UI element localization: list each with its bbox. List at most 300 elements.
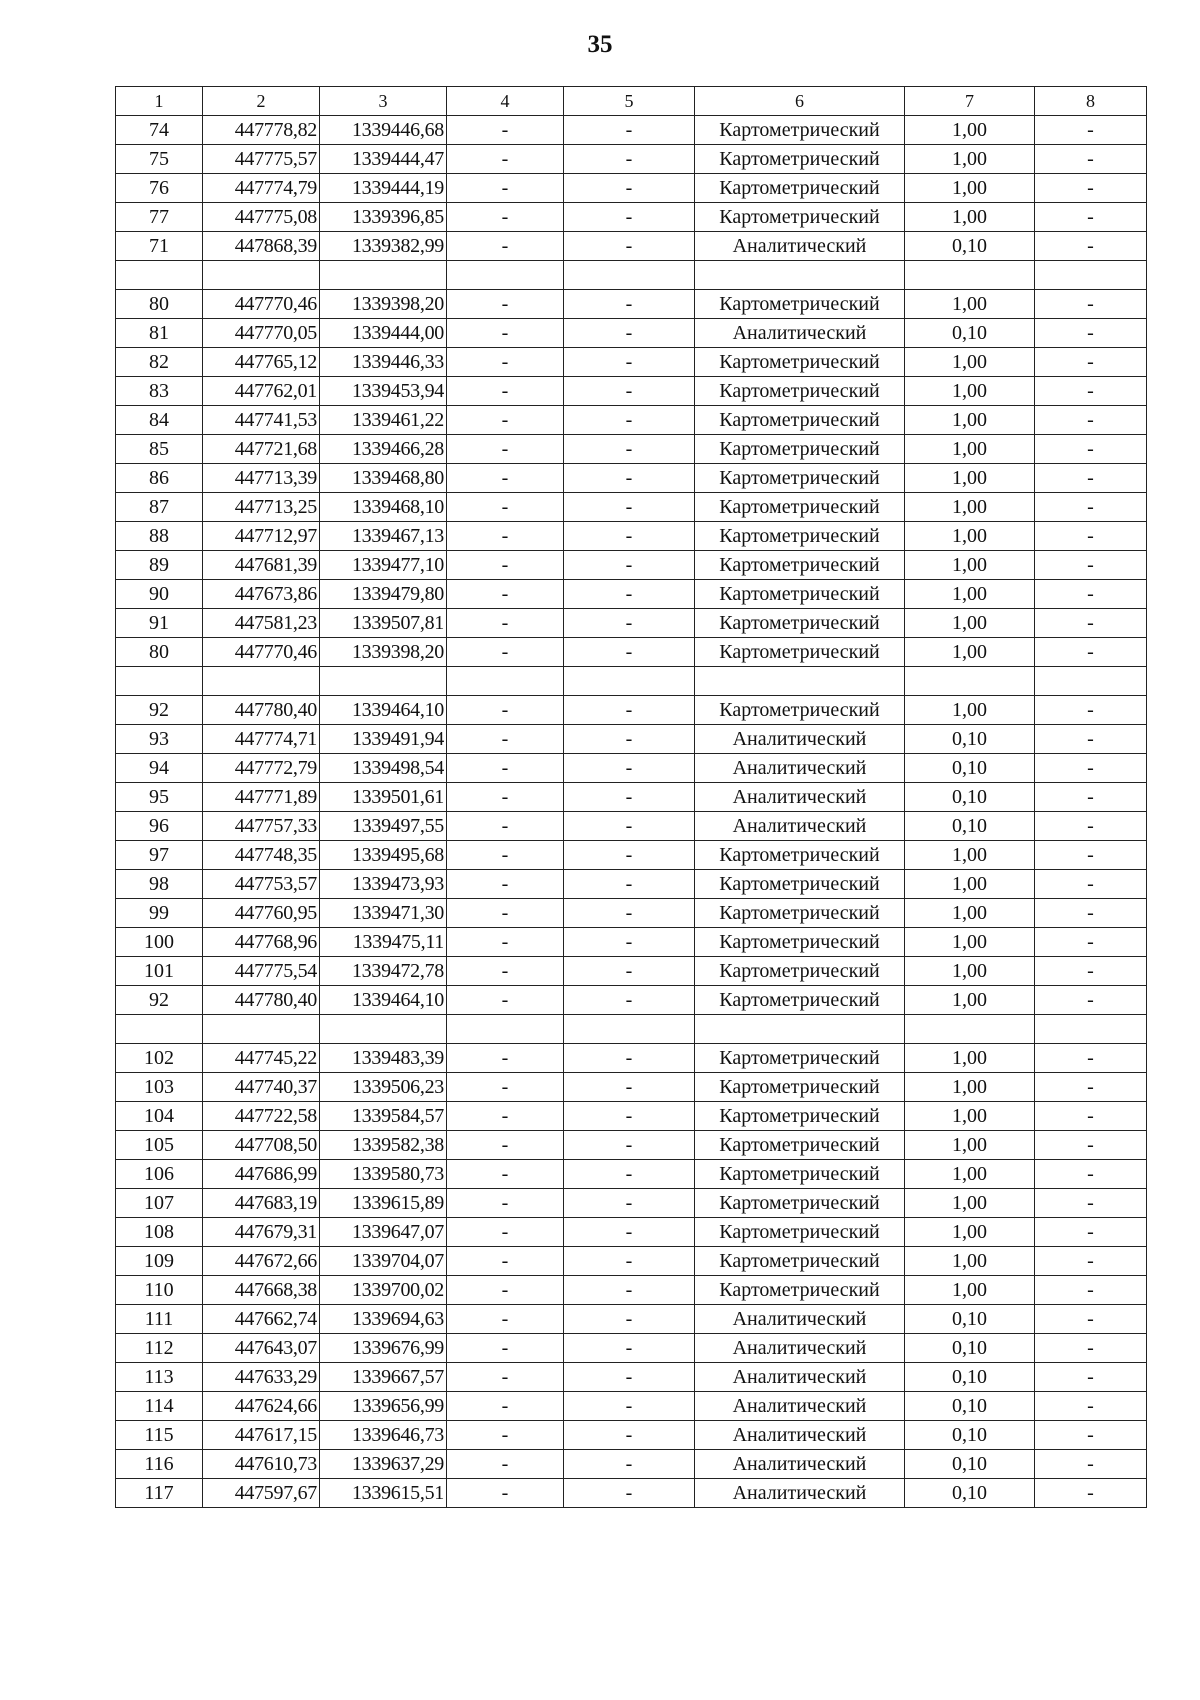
accuracy-cell: 0,10 bbox=[905, 1363, 1035, 1392]
column-5-cell: - bbox=[564, 696, 695, 725]
column-4-cell: - bbox=[447, 1073, 564, 1102]
accuracy-cell: 1,00 bbox=[905, 1189, 1035, 1218]
column-5-cell: - bbox=[564, 145, 695, 174]
accuracy-cell: 1,00 bbox=[905, 1131, 1035, 1160]
column-8-cell: - bbox=[1035, 725, 1147, 754]
column-5-cell: - bbox=[564, 1102, 695, 1131]
table-row bbox=[116, 290, 1147, 319]
x-coordinate-cell: 447868,39 bbox=[203, 232, 320, 261]
column-4-cell: - bbox=[447, 609, 564, 638]
column-8-cell: - bbox=[1035, 957, 1147, 986]
y-coordinate-cell: 1339637,29 bbox=[320, 1450, 447, 1479]
column-8-cell: - bbox=[1035, 1102, 1147, 1131]
method-cell: Картометрический bbox=[695, 870, 905, 899]
column-5-cell bbox=[564, 667, 695, 696]
method-cell: Аналитический bbox=[695, 812, 905, 841]
point-number-cell: 80 bbox=[116, 290, 203, 319]
column-4-cell: - bbox=[447, 203, 564, 232]
x-coordinate-cell: 447662,74 bbox=[203, 1305, 320, 1334]
table-row bbox=[116, 1044, 1147, 1073]
x-coordinate-cell: 447740,37 bbox=[203, 1073, 320, 1102]
x-coordinate-cell: 447770,46 bbox=[203, 638, 320, 667]
point-number-cell: 88 bbox=[116, 522, 203, 551]
accuracy-cell: 0,10 bbox=[905, 319, 1035, 348]
column-4-cell: - bbox=[447, 1392, 564, 1421]
column-5-cell: - bbox=[564, 754, 695, 783]
accuracy-cell: 1,00 bbox=[905, 957, 1035, 986]
table-row bbox=[116, 841, 1147, 870]
table-row bbox=[116, 986, 1147, 1015]
method-cell: Аналитический bbox=[695, 1421, 905, 1450]
column-8-cell: - bbox=[1035, 783, 1147, 812]
page-number: 35 bbox=[587, 31, 613, 58]
method-cell: Картометрический bbox=[695, 841, 905, 870]
accuracy-cell: 1,00 bbox=[905, 899, 1035, 928]
y-coordinate-cell: 1339382,99 bbox=[320, 232, 447, 261]
table-row bbox=[116, 1392, 1147, 1421]
x-coordinate-cell: 447686,99 bbox=[203, 1160, 320, 1189]
table-header-row bbox=[116, 87, 1147, 116]
accuracy-cell: 1,00 bbox=[905, 174, 1035, 203]
accuracy-cell: 0,10 bbox=[905, 812, 1035, 841]
column-header: 7 bbox=[905, 87, 1035, 116]
x-coordinate-cell: 447765,12 bbox=[203, 348, 320, 377]
method-cell: Картометрический bbox=[695, 464, 905, 493]
column-4-cell: - bbox=[447, 725, 564, 754]
column-8-cell: - bbox=[1035, 609, 1147, 638]
x-coordinate-cell: 447760,95 bbox=[203, 899, 320, 928]
y-coordinate-cell: 1339497,55 bbox=[320, 812, 447, 841]
accuracy-cell: 0,10 bbox=[905, 783, 1035, 812]
point-number-cell: 96 bbox=[116, 812, 203, 841]
column-8-cell bbox=[1035, 261, 1147, 290]
x-coordinate-cell: 447770,05 bbox=[203, 319, 320, 348]
column-4-cell: - bbox=[447, 638, 564, 667]
table-row bbox=[116, 1131, 1147, 1160]
column-8-cell: - bbox=[1035, 754, 1147, 783]
point-number-cell: 117 bbox=[116, 1479, 203, 1508]
point-number-cell: 86 bbox=[116, 464, 203, 493]
column-4-cell: - bbox=[447, 1044, 564, 1073]
column-8-cell: - bbox=[1035, 870, 1147, 899]
column-8-cell: - bbox=[1035, 638, 1147, 667]
table-row bbox=[116, 1450, 1147, 1479]
column-4-cell: - bbox=[447, 928, 564, 957]
table-row bbox=[116, 174, 1147, 203]
column-8-cell: - bbox=[1035, 928, 1147, 957]
coordinates-table bbox=[115, 86, 1147, 1508]
column-4-cell: - bbox=[447, 290, 564, 319]
accuracy-cell: 1,00 bbox=[905, 1102, 1035, 1131]
column-4-cell: - bbox=[447, 580, 564, 609]
x-coordinate-cell: 447721,68 bbox=[203, 435, 320, 464]
table-row bbox=[116, 1363, 1147, 1392]
y-coordinate-cell bbox=[320, 667, 447, 696]
column-header: 4 bbox=[447, 87, 564, 116]
y-coordinate-cell: 1339467,13 bbox=[320, 522, 447, 551]
accuracy-cell bbox=[905, 261, 1035, 290]
y-coordinate-cell: 1339398,20 bbox=[320, 638, 447, 667]
x-coordinate-cell bbox=[203, 667, 320, 696]
y-coordinate-cell: 1339498,54 bbox=[320, 754, 447, 783]
method-cell: Аналитический bbox=[695, 1479, 905, 1508]
point-number-cell: 75 bbox=[116, 145, 203, 174]
accuracy-cell: 1,00 bbox=[905, 377, 1035, 406]
x-coordinate-cell: 447770,46 bbox=[203, 290, 320, 319]
point-number-cell: 81 bbox=[116, 319, 203, 348]
y-coordinate-cell: 1339477,10 bbox=[320, 551, 447, 580]
column-8-cell: - bbox=[1035, 1479, 1147, 1508]
column-4-cell: - bbox=[447, 957, 564, 986]
x-coordinate-cell: 447617,15 bbox=[203, 1421, 320, 1450]
y-coordinate-cell bbox=[320, 1015, 447, 1044]
point-number-cell: 74 bbox=[116, 116, 203, 145]
column-4-cell: - bbox=[447, 1131, 564, 1160]
column-5-cell: - bbox=[564, 319, 695, 348]
table-row bbox=[116, 406, 1147, 435]
column-5-cell: - bbox=[564, 1189, 695, 1218]
table-row bbox=[116, 870, 1147, 899]
point-number-cell: 77 bbox=[116, 203, 203, 232]
method-cell: Картометрический bbox=[695, 406, 905, 435]
point-number-cell: 99 bbox=[116, 899, 203, 928]
column-header: 2 bbox=[203, 87, 320, 116]
x-coordinate-cell bbox=[203, 1015, 320, 1044]
column-5-cell: - bbox=[564, 812, 695, 841]
method-cell bbox=[695, 261, 905, 290]
accuracy-cell: 1,00 bbox=[905, 551, 1035, 580]
column-4-cell: - bbox=[447, 1102, 564, 1131]
point-number-cell: 91 bbox=[116, 609, 203, 638]
column-header: 1 bbox=[116, 87, 203, 116]
method-cell: Картометрический bbox=[695, 435, 905, 464]
x-coordinate-cell: 447775,08 bbox=[203, 203, 320, 232]
y-coordinate-cell: 1339582,38 bbox=[320, 1131, 447, 1160]
method-cell: Аналитический bbox=[695, 725, 905, 754]
point-number-cell: 105 bbox=[116, 1131, 203, 1160]
x-coordinate-cell: 447672,66 bbox=[203, 1247, 320, 1276]
point-number-cell: 82 bbox=[116, 348, 203, 377]
column-4-cell: - bbox=[447, 754, 564, 783]
column-8-cell: - bbox=[1035, 899, 1147, 928]
y-coordinate-cell: 1339646,73 bbox=[320, 1421, 447, 1450]
table-row bbox=[116, 522, 1147, 551]
column-8-cell: - bbox=[1035, 1218, 1147, 1247]
column-8-cell: - bbox=[1035, 580, 1147, 609]
method-cell: Аналитический bbox=[695, 1392, 905, 1421]
accuracy-cell: 1,00 bbox=[905, 435, 1035, 464]
separator-row bbox=[116, 261, 1147, 290]
column-5-cell bbox=[564, 261, 695, 290]
column-header: 8 bbox=[1035, 87, 1147, 116]
method-cell: Картометрический bbox=[695, 899, 905, 928]
x-coordinate-cell: 447741,53 bbox=[203, 406, 320, 435]
column-5-cell: - bbox=[564, 870, 695, 899]
table-row bbox=[116, 609, 1147, 638]
table-row bbox=[116, 1479, 1147, 1508]
x-coordinate-cell: 447772,79 bbox=[203, 754, 320, 783]
column-5-cell: - bbox=[564, 551, 695, 580]
table-row bbox=[116, 725, 1147, 754]
column-8-cell: - bbox=[1035, 203, 1147, 232]
x-coordinate-cell: 447713,39 bbox=[203, 464, 320, 493]
point-number-cell: 84 bbox=[116, 406, 203, 435]
column-8-cell: - bbox=[1035, 406, 1147, 435]
column-4-cell: - bbox=[447, 986, 564, 1015]
separator-row bbox=[116, 1015, 1147, 1044]
method-cell: Аналитический bbox=[695, 754, 905, 783]
y-coordinate-cell: 1339472,78 bbox=[320, 957, 447, 986]
x-coordinate-cell: 447775,54 bbox=[203, 957, 320, 986]
method-cell: Аналитический bbox=[695, 783, 905, 812]
x-coordinate-cell: 447774,79 bbox=[203, 174, 320, 203]
point-number-cell: 97 bbox=[116, 841, 203, 870]
x-coordinate-cell: 447757,33 bbox=[203, 812, 320, 841]
x-coordinate-cell: 447708,50 bbox=[203, 1131, 320, 1160]
column-4-cell: - bbox=[447, 1421, 564, 1450]
point-number-cell: 90 bbox=[116, 580, 203, 609]
y-coordinate-cell: 1339676,99 bbox=[320, 1334, 447, 1363]
method-cell: Картометрический bbox=[695, 1276, 905, 1305]
column-5-cell: - bbox=[564, 928, 695, 957]
column-4-cell: - bbox=[447, 696, 564, 725]
column-5-cell: - bbox=[564, 986, 695, 1015]
table-row bbox=[116, 928, 1147, 957]
y-coordinate-cell: 1339700,02 bbox=[320, 1276, 447, 1305]
column-5-cell: - bbox=[564, 203, 695, 232]
column-8-cell: - bbox=[1035, 319, 1147, 348]
table-row bbox=[116, 1102, 1147, 1131]
table-row bbox=[116, 783, 1147, 812]
method-cell bbox=[695, 1015, 905, 1044]
table-row bbox=[116, 551, 1147, 580]
x-coordinate-cell: 447643,07 bbox=[203, 1334, 320, 1363]
column-8-cell: - bbox=[1035, 986, 1147, 1015]
column-4-cell: - bbox=[447, 1305, 564, 1334]
column-5-cell: - bbox=[564, 522, 695, 551]
y-coordinate-cell: 1339704,07 bbox=[320, 1247, 447, 1276]
column-5-cell: - bbox=[564, 580, 695, 609]
column-4-cell: - bbox=[447, 377, 564, 406]
column-4-cell: - bbox=[447, 551, 564, 580]
column-5-cell: - bbox=[564, 1450, 695, 1479]
column-5-cell: - bbox=[564, 725, 695, 754]
column-4-cell: - bbox=[447, 319, 564, 348]
table-row bbox=[116, 899, 1147, 928]
accuracy-cell: 1,00 bbox=[905, 580, 1035, 609]
accuracy-cell: 1,00 bbox=[905, 1073, 1035, 1102]
table-row bbox=[116, 493, 1147, 522]
column-8-cell: - bbox=[1035, 1450, 1147, 1479]
y-coordinate-cell: 1339656,99 bbox=[320, 1392, 447, 1421]
y-coordinate-cell: 1339506,23 bbox=[320, 1073, 447, 1102]
method-cell: Аналитический bbox=[695, 1363, 905, 1392]
column-4-cell: - bbox=[447, 435, 564, 464]
column-header: 3 bbox=[320, 87, 447, 116]
y-coordinate-cell: 1339398,20 bbox=[320, 290, 447, 319]
column-5-cell: - bbox=[564, 841, 695, 870]
x-coordinate-cell: 447712,97 bbox=[203, 522, 320, 551]
column-5-cell: - bbox=[564, 1276, 695, 1305]
method-cell: Картометрический bbox=[695, 145, 905, 174]
column-8-cell: - bbox=[1035, 377, 1147, 406]
accuracy-cell: 1,00 bbox=[905, 928, 1035, 957]
column-4-cell: - bbox=[447, 232, 564, 261]
point-number-cell: 98 bbox=[116, 870, 203, 899]
y-coordinate-cell: 1339468,10 bbox=[320, 493, 447, 522]
x-coordinate-cell: 447780,40 bbox=[203, 696, 320, 725]
separator-row bbox=[116, 667, 1147, 696]
point-number-cell: 116 bbox=[116, 1450, 203, 1479]
table-row bbox=[116, 754, 1147, 783]
y-coordinate-cell: 1339396,85 bbox=[320, 203, 447, 232]
point-number-cell: 107 bbox=[116, 1189, 203, 1218]
table-row bbox=[116, 1218, 1147, 1247]
column-5-cell: - bbox=[564, 435, 695, 464]
method-cell: Картометрический bbox=[695, 986, 905, 1015]
table-row bbox=[116, 580, 1147, 609]
method-cell: Картометрический bbox=[695, 928, 905, 957]
column-5-cell: - bbox=[564, 783, 695, 812]
x-coordinate-cell: 447775,57 bbox=[203, 145, 320, 174]
y-coordinate-cell: 1339446,33 bbox=[320, 348, 447, 377]
point-number-cell: 87 bbox=[116, 493, 203, 522]
column-5-cell: - bbox=[564, 1305, 695, 1334]
column-8-cell: - bbox=[1035, 1363, 1147, 1392]
column-8-cell: - bbox=[1035, 290, 1147, 319]
column-4-cell: - bbox=[447, 841, 564, 870]
x-coordinate-cell: 447771,89 bbox=[203, 783, 320, 812]
point-number-cell: 113 bbox=[116, 1363, 203, 1392]
method-cell: Картометрический bbox=[695, 1247, 905, 1276]
column-8-cell bbox=[1035, 1015, 1147, 1044]
y-coordinate-cell: 1339667,57 bbox=[320, 1363, 447, 1392]
column-4-cell bbox=[447, 261, 564, 290]
column-5-cell: - bbox=[564, 1218, 695, 1247]
column-8-cell: - bbox=[1035, 1073, 1147, 1102]
method-cell: Картометрический bbox=[695, 522, 905, 551]
y-coordinate-cell: 1339464,10 bbox=[320, 986, 447, 1015]
accuracy-cell: 1,00 bbox=[905, 1044, 1035, 1073]
accuracy-cell: 0,10 bbox=[905, 725, 1035, 754]
x-coordinate-cell: 447778,82 bbox=[203, 116, 320, 145]
accuracy-cell: 1,00 bbox=[905, 841, 1035, 870]
table-row bbox=[116, 232, 1147, 261]
column-8-cell: - bbox=[1035, 696, 1147, 725]
column-5-cell: - bbox=[564, 957, 695, 986]
method-cell: Картометрический bbox=[695, 1044, 905, 1073]
point-number-cell: 89 bbox=[116, 551, 203, 580]
column-5-cell: - bbox=[564, 638, 695, 667]
x-coordinate-cell: 447780,40 bbox=[203, 986, 320, 1015]
point-number-cell: 115 bbox=[116, 1421, 203, 1450]
method-cell: Картометрический bbox=[695, 116, 905, 145]
method-cell: Картометрический bbox=[695, 493, 905, 522]
accuracy-cell: 1,00 bbox=[905, 406, 1035, 435]
method-cell: Картометрический bbox=[695, 348, 905, 377]
point-number-cell: 114 bbox=[116, 1392, 203, 1421]
point-number-cell: 108 bbox=[116, 1218, 203, 1247]
point-number-cell: 80 bbox=[116, 638, 203, 667]
column-5-cell: - bbox=[564, 1334, 695, 1363]
table-row bbox=[116, 1247, 1147, 1276]
x-coordinate-cell bbox=[203, 261, 320, 290]
column-header: 5 bbox=[564, 87, 695, 116]
column-4-cell: - bbox=[447, 464, 564, 493]
accuracy-cell: 0,10 bbox=[905, 1479, 1035, 1508]
table-row bbox=[116, 1305, 1147, 1334]
point-number-cell: 71 bbox=[116, 232, 203, 261]
column-8-cell: - bbox=[1035, 1421, 1147, 1450]
table-row bbox=[116, 1160, 1147, 1189]
y-coordinate-cell: 1339461,22 bbox=[320, 406, 447, 435]
column-8-cell: - bbox=[1035, 841, 1147, 870]
y-coordinate-cell: 1339466,28 bbox=[320, 435, 447, 464]
point-number-cell: 83 bbox=[116, 377, 203, 406]
column-5-cell: - bbox=[564, 1131, 695, 1160]
method-cell: Картометрический bbox=[695, 1189, 905, 1218]
column-8-cell: - bbox=[1035, 551, 1147, 580]
point-number-cell: 95 bbox=[116, 783, 203, 812]
column-5-cell: - bbox=[564, 1044, 695, 1073]
point-number-cell bbox=[116, 261, 203, 290]
column-4-cell: - bbox=[447, 406, 564, 435]
y-coordinate-cell: 1339446,68 bbox=[320, 116, 447, 145]
column-5-cell: - bbox=[564, 348, 695, 377]
x-coordinate-cell: 447633,29 bbox=[203, 1363, 320, 1392]
column-8-cell bbox=[1035, 667, 1147, 696]
table-row bbox=[116, 377, 1147, 406]
point-number-cell: 94 bbox=[116, 754, 203, 783]
accuracy-cell bbox=[905, 667, 1035, 696]
y-coordinate-cell bbox=[320, 261, 447, 290]
table-row bbox=[116, 812, 1147, 841]
y-coordinate-cell: 1339453,94 bbox=[320, 377, 447, 406]
column-8-cell: - bbox=[1035, 522, 1147, 551]
column-8-cell: - bbox=[1035, 1044, 1147, 1073]
accuracy-cell: 1,00 bbox=[905, 609, 1035, 638]
x-coordinate-cell: 447745,22 bbox=[203, 1044, 320, 1073]
method-cell: Картометрический bbox=[695, 638, 905, 667]
accuracy-cell: 1,00 bbox=[905, 464, 1035, 493]
table-row bbox=[116, 464, 1147, 493]
method-cell: Картометрический bbox=[695, 1218, 905, 1247]
method-cell: Картометрический bbox=[695, 290, 905, 319]
column-8-cell: - bbox=[1035, 812, 1147, 841]
column-4-cell bbox=[447, 1015, 564, 1044]
column-4-cell: - bbox=[447, 1218, 564, 1247]
point-number-cell: 85 bbox=[116, 435, 203, 464]
column-8-cell: - bbox=[1035, 1392, 1147, 1421]
table-row bbox=[116, 1421, 1147, 1450]
column-4-cell: - bbox=[447, 1363, 564, 1392]
column-5-cell: - bbox=[564, 1479, 695, 1508]
point-number-cell: 112 bbox=[116, 1334, 203, 1363]
method-cell: Картометрический bbox=[695, 1160, 905, 1189]
column-4-cell: - bbox=[447, 1160, 564, 1189]
point-number-cell: 110 bbox=[116, 1276, 203, 1305]
y-coordinate-cell: 1339647,07 bbox=[320, 1218, 447, 1247]
table-body bbox=[116, 87, 1147, 1508]
method-cell: Картометрический bbox=[695, 580, 905, 609]
method-cell: Аналитический bbox=[695, 1305, 905, 1334]
table-row bbox=[116, 1334, 1147, 1363]
column-8-cell: - bbox=[1035, 1160, 1147, 1189]
column-8-cell: - bbox=[1035, 1131, 1147, 1160]
method-cell: Картометрический bbox=[695, 696, 905, 725]
table-row bbox=[116, 1276, 1147, 1305]
x-coordinate-cell: 447624,66 bbox=[203, 1392, 320, 1421]
